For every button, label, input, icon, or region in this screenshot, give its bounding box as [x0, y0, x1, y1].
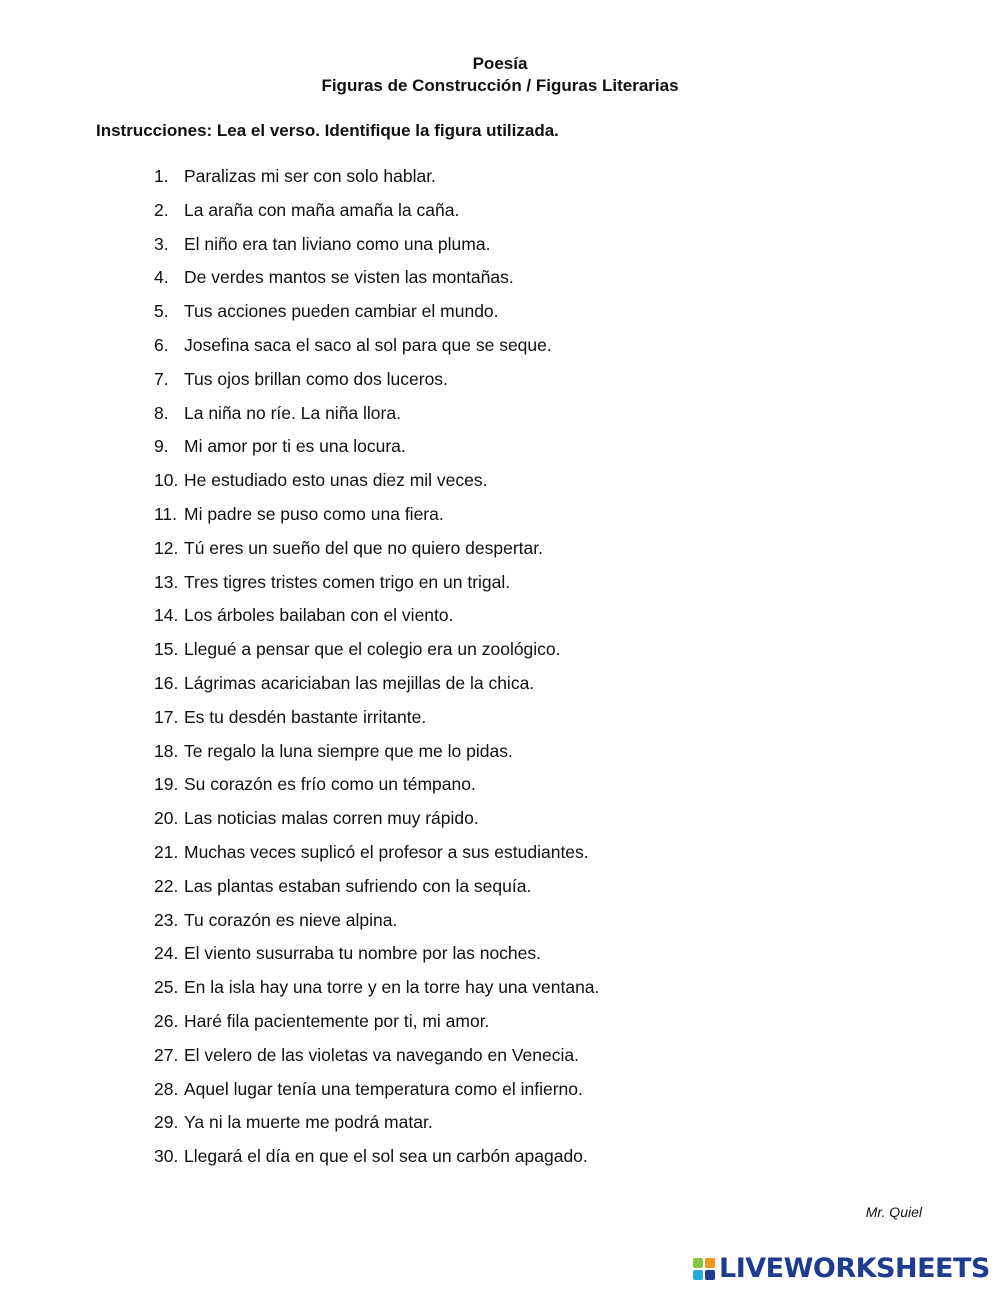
item-number: 28.	[154, 1078, 179, 1099]
item-text: Tu corazón es nieve alpina.	[184, 909, 398, 930]
list-item	[0, 807, 1000, 841]
item-number: 30.	[154, 1146, 179, 1167]
page-title: Poesía	[472, 54, 528, 73]
list-item	[0, 773, 1000, 807]
list-item	[0, 435, 1000, 469]
list-item	[0, 672, 1000, 706]
list-item	[0, 334, 1000, 368]
item-number: 20.	[154, 808, 179, 829]
item-number: 27.	[154, 1044, 179, 1065]
item-text: Mi amor por ti es una locura.	[184, 436, 406, 457]
item-number: 18.	[154, 740, 179, 761]
item-text: Los árboles bailaban con el viento.	[184, 605, 454, 626]
item-number: 11.	[154, 503, 178, 524]
logo-square-icon	[705, 1258, 715, 1268]
item-text: Llegará el día en que el sol sea un carbón apagado.	[184, 1146, 588, 1167]
item-text: Mi padre se puso como una fiera.	[184, 503, 444, 524]
list-item	[0, 1111, 1000, 1145]
item-text: Su corazón es frío como un témpano.	[184, 774, 476, 795]
list-item	[0, 875, 1000, 909]
item-text: Te regalo la luna siempre que me lo pidas.	[184, 740, 513, 761]
item-number: 29.	[154, 1112, 179, 1133]
logo-square-icon	[693, 1270, 703, 1280]
item-number: 14.	[154, 605, 179, 626]
verse-list	[0, 165, 1000, 1179]
item-number: 16.	[154, 672, 179, 693]
item-text: Lágrimas acariciaban las mejillas de la chica.	[184, 672, 535, 693]
item-text: El viento susurraba tu nombre por las noches.	[184, 943, 541, 964]
item-text: Tres tigres tristes comen trigo en un trigal.	[184, 571, 511, 592]
item-number: 22.	[154, 875, 179, 896]
item-number: 25.	[154, 977, 179, 998]
item-text: Ya ni la muerte me podrá matar.	[184, 1112, 433, 1133]
item-text: De verdes mantos se visten las montañas.	[184, 267, 514, 288]
item-number: 10.	[154, 470, 179, 491]
logo-square-icon	[693, 1258, 703, 1268]
list-item	[0, 266, 1000, 300]
item-text: Paralizas mi ser con solo hablar.	[184, 166, 436, 186]
item-number: 3.	[154, 233, 169, 254]
item-number: 21.	[154, 841, 179, 862]
list-item	[0, 976, 1000, 1010]
list-item	[0, 942, 1000, 976]
list-item	[0, 1044, 1000, 1078]
list-item	[0, 300, 1000, 334]
item-text: Llegué a pensar que el colegio era un zoológico.	[184, 639, 561, 660]
list-item	[0, 740, 1000, 774]
item-text: He estudiado esto unas diez mil veces.	[184, 470, 488, 491]
list-item	[0, 165, 1000, 199]
item-number: 24.	[154, 943, 179, 964]
item-text: Tus acciones pueden cambiar el mundo.	[184, 301, 499, 322]
item-number: 15.	[154, 639, 179, 660]
instructions: Instrucciones: Lea el verso. Identifique la figura utilizada.	[96, 121, 559, 140]
list-item	[0, 638, 1000, 672]
item-text: El velero de las violetas va navegando en Venecia.	[184, 1044, 579, 1065]
list-item	[0, 469, 1000, 503]
item-number: 2.	[154, 199, 169, 220]
list-item	[0, 537, 1000, 571]
item-text: El niño era tan liviano como una pluma.	[184, 233, 491, 254]
item-text: La niña no ríe. La niña llora.	[184, 402, 401, 423]
logo-text: LIVEWORKSHEETS	[719, 1253, 990, 1284]
item-text: Haré fila pacientemente por ti, mi amor.	[184, 1010, 490, 1031]
item-text: La araña con maña amaña la caña.	[184, 199, 460, 220]
page-subtitle: Figuras de Construcción / Figuras Literarias	[321, 76, 679, 95]
item-number: 17.	[154, 706, 179, 727]
author-signature: Mr. Quiel	[865, 1204, 922, 1220]
list-item	[0, 1145, 1000, 1179]
list-item	[0, 841, 1000, 875]
item-number: 13.	[154, 571, 179, 592]
item-number: 5.	[154, 301, 169, 322]
item-number: 4.	[154, 267, 169, 288]
item-number: 26.	[154, 1010, 179, 1031]
list-item	[0, 503, 1000, 537]
item-number: 12.	[154, 537, 179, 558]
liveworksheets-logo-icon	[693, 1258, 715, 1280]
item-text: Tus ojos brillan como dos luceros.	[184, 368, 448, 389]
item-number: 1.	[154, 166, 169, 186]
item-text: En la isla hay una torre y en la torre hay una ventana.	[184, 977, 600, 998]
list-item	[0, 199, 1000, 233]
list-item	[0, 571, 1000, 605]
item-text: Muchas veces suplicó el profesor a sus estudiantes.	[184, 841, 589, 862]
list-item	[0, 706, 1000, 740]
item-text: Tú eres un sueño del que no quiero despertar.	[184, 537, 543, 558]
list-item	[0, 604, 1000, 638]
item-text: Josefina saca el saco al sol para que se seque.	[184, 334, 552, 355]
item-text: Las plantas estaban sufriendo con la sequía.	[184, 875, 532, 896]
item-text: Aquel lugar tenía una temperatura como el infierno.	[184, 1078, 583, 1099]
item-number: 19.	[154, 774, 179, 795]
list-item	[0, 233, 1000, 267]
item-text: Es tu desdén bastante irritante.	[184, 706, 427, 727]
item-number: 9.	[154, 436, 169, 457]
liveworksheets-logo[interactable]	[693, 1253, 990, 1285]
item-number: 8.	[154, 402, 169, 423]
list-item	[0, 909, 1000, 943]
item-number: 6.	[154, 334, 169, 355]
item-number: 23.	[154, 909, 179, 930]
list-item	[0, 368, 1000, 402]
item-number: 7.	[154, 368, 169, 389]
list-item	[0, 1078, 1000, 1112]
list-item	[0, 1010, 1000, 1044]
item-text: Las noticias malas corren muy rápido.	[184, 808, 479, 829]
logo-square-icon	[705, 1270, 715, 1280]
list-item	[0, 402, 1000, 436]
